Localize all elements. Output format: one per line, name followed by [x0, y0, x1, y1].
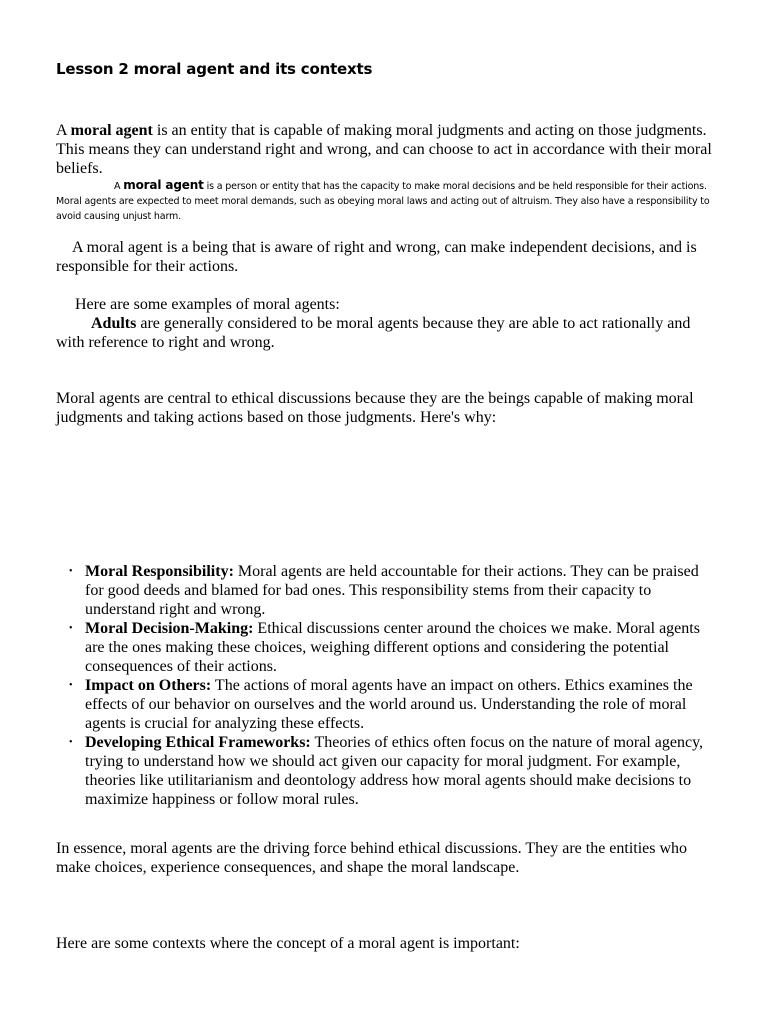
adults-text: are generally considered to be moral agents because they are able to act rationally and with reference to right and wrong. [56, 315, 691, 351]
essence-paragraph: In essence, moral agents are the driving force behind ethical discussions. They are the entities who make choices, experience consequences, and shape the moral landscape. [56, 840, 688, 876]
list-item-text: The actions of moral agents have an impact on others. Ethics examines the effects of our behavior on ourselves and the world around us. Understanding the role of moral agents is crucial for analyzing these effects. [85, 677, 693, 732]
note-text: is a person or entity that has the capacity to make moral decisions and be held responsible for their actions. Moral agents are expected to meet moral demands, such as obeying moral laws and acting out of altruism. They also have a responsibility to avoid causing unjust harm. [56, 181, 710, 222]
list-item-text: Theories of ethics often focus on the nature of moral agency, trying to understand how we should act given our capacity for moral judgment. For example, theories like utilitarianism and deontology address how moral agents should make decisions to maximize happiness or follow moral rules. [85, 734, 704, 808]
list-item-text: Moral agents are held accountable for their actions. They can be praised for good deeds and blamed for bad ones. This responsibility stems from their capacity to understand right and wrong. [85, 563, 699, 618]
definition-note [56, 178, 716, 224]
examples-intro: Here are some examples of moral agents: [75, 296, 340, 313]
list-item [56, 562, 716, 619]
note-article: A [114, 181, 124, 192]
bullet-icon: • [69, 680, 73, 691]
list-item-term: Impact on Others: [85, 677, 212, 694]
bullet-icon: • [69, 566, 73, 577]
adults-term: Adults [91, 315, 137, 332]
list-item [56, 733, 716, 809]
intro-article: A [56, 122, 71, 139]
lesson-title: Lesson 2 moral agent and its contexts [56, 60, 373, 78]
list-item-term: Developing Ethical Frameworks: [85, 734, 311, 751]
note-term: moral agent [123, 178, 204, 192]
list-item-term: Moral Responsibility: [85, 563, 234, 580]
list-item-term: Moral Decision-Making: [85, 620, 254, 637]
awareness-paragraph: A moral agent is a being that is aware of right and wrong, can make independent decisions, and is responsible for their actions. [56, 239, 697, 275]
intro-paragraph [56, 121, 716, 178]
list-item-text: Ethical discussions center around the choices we make. Moral agents are the ones making these choices, weighing different options and considering the potential consequences of their actions. [85, 620, 700, 675]
bullet-icon: • [69, 623, 73, 634]
intro-text: is an entity that is capable of making moral judgments and acting on those judgments. This means they can understand right and wrong, and can choose to act in accordance with their moral beliefs. [56, 122, 712, 177]
central-paragraph: Moral agents are central to ethical discussions because they are the beings capable of making moral judgments and taking actions based on those judgments. Here's why: [56, 390, 694, 426]
list-item [56, 676, 716, 733]
contexts-paragraph: Here are some contexts where the concept of a moral agent is important: [56, 935, 520, 952]
intro-term: moral agent [70, 122, 153, 139]
adults-paragraph [56, 314, 716, 352]
reasons-list [56, 562, 716, 809]
list-item [56, 619, 716, 676]
bullet-icon: • [69, 737, 73, 748]
